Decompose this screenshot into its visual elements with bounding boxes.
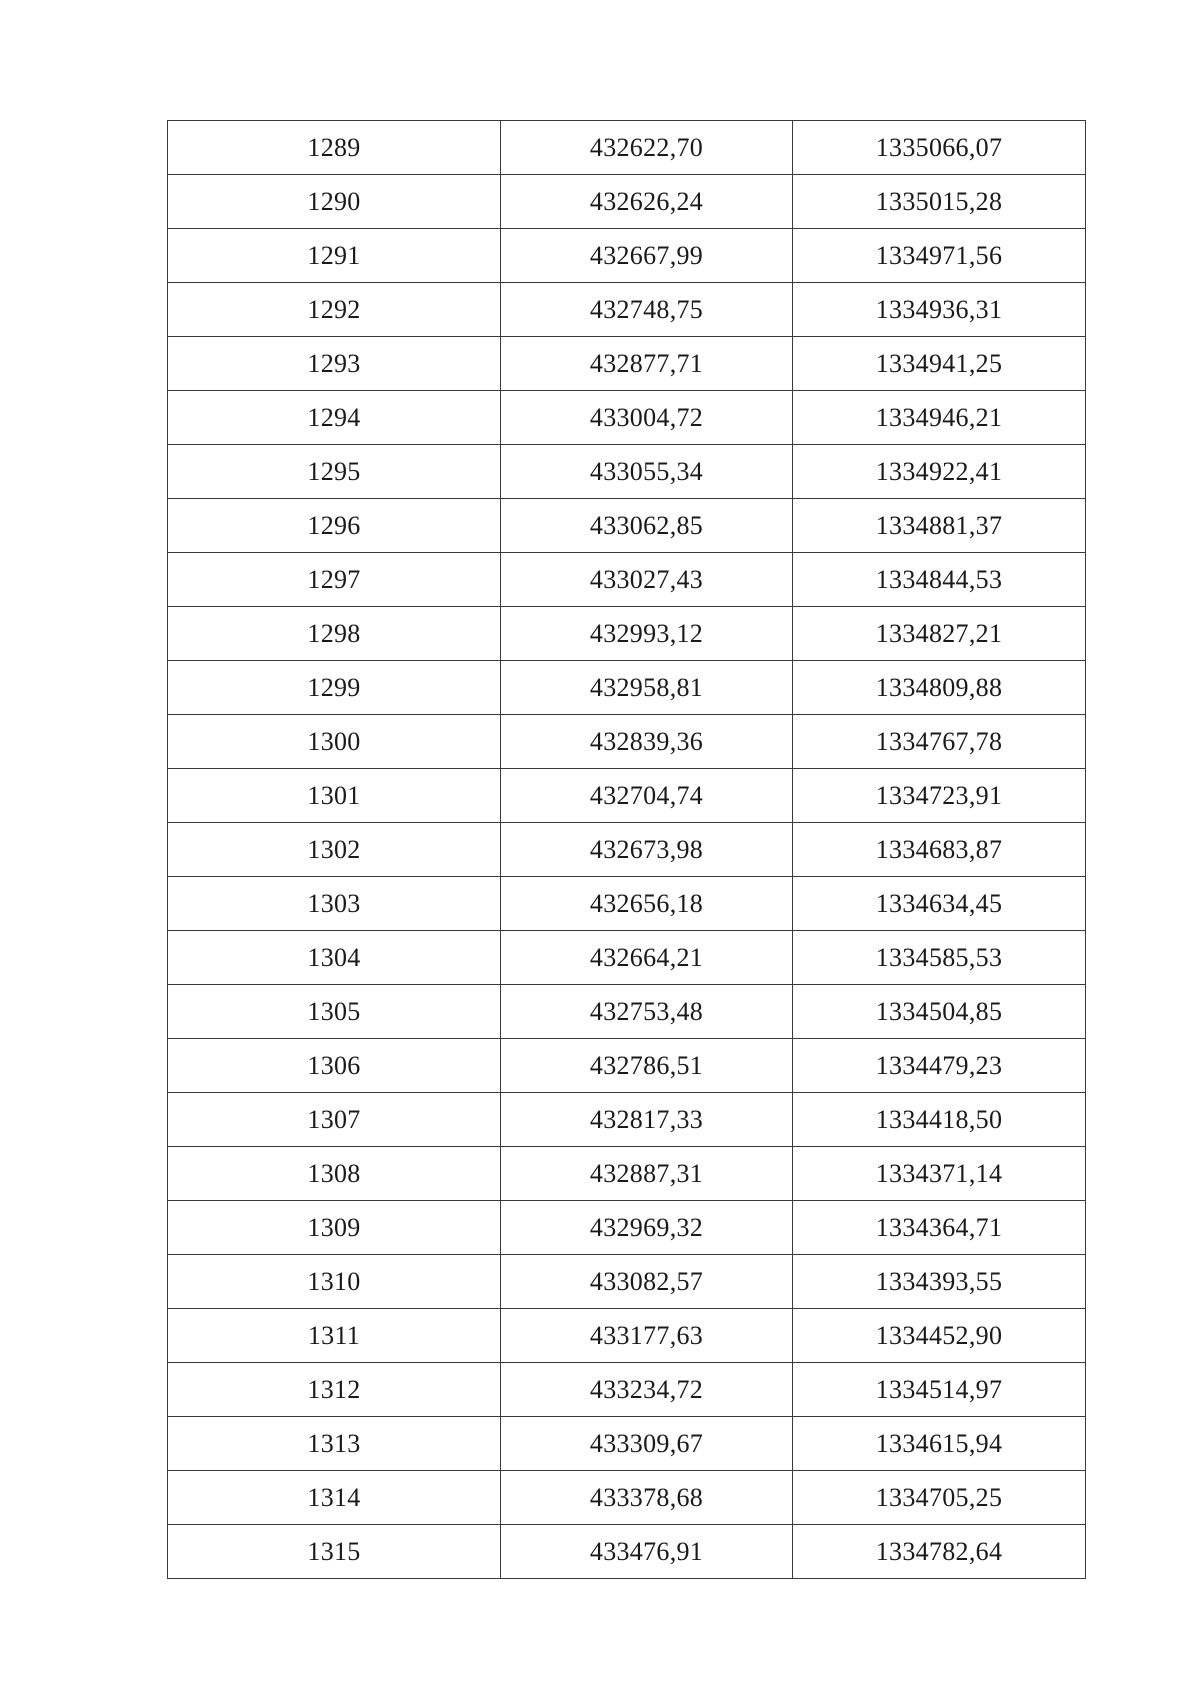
table-row — [168, 661, 1086, 715]
table-row — [168, 1525, 1086, 1579]
y-coordinate-cell: 1334936,31 — [793, 283, 1086, 337]
x-coordinate-cell: 432673,98 — [501, 823, 793, 877]
x-coordinate-cell: 432887,31 — [501, 1147, 793, 1201]
point-number-cell: 1313 — [168, 1417, 501, 1471]
x-coordinate-cell: 432839,36 — [501, 715, 793, 769]
y-coordinate-cell: 1334809,88 — [793, 661, 1086, 715]
table-row — [168, 1147, 1086, 1201]
x-coordinate-cell: 432817,33 — [501, 1093, 793, 1147]
y-coordinate-cell: 1334371,14 — [793, 1147, 1086, 1201]
y-coordinate-cell: 1334922,41 — [793, 445, 1086, 499]
y-coordinate-cell: 1334782,64 — [793, 1525, 1086, 1579]
point-number-cell: 1300 — [168, 715, 501, 769]
y-coordinate-cell: 1334683,87 — [793, 823, 1086, 877]
point-number-cell: 1290 — [168, 175, 501, 229]
table-row — [168, 877, 1086, 931]
y-coordinate-cell: 1334881,37 — [793, 499, 1086, 553]
x-coordinate-cell: 433055,34 — [501, 445, 793, 499]
point-number-cell: 1292 — [168, 283, 501, 337]
table-row — [168, 229, 1086, 283]
x-coordinate-cell: 432993,12 — [501, 607, 793, 661]
x-coordinate-cell: 433234,72 — [501, 1363, 793, 1417]
table-row — [168, 283, 1086, 337]
table-row — [168, 931, 1086, 985]
point-number-cell: 1314 — [168, 1471, 501, 1525]
y-coordinate-cell: 1334585,53 — [793, 931, 1086, 985]
point-number-cell: 1312 — [168, 1363, 501, 1417]
point-number-cell: 1308 — [168, 1147, 501, 1201]
table-row — [168, 1363, 1086, 1417]
point-number-cell: 1307 — [168, 1093, 501, 1147]
point-number-cell: 1289 — [168, 121, 501, 175]
x-coordinate-cell: 432622,70 — [501, 121, 793, 175]
point-number-cell: 1299 — [168, 661, 501, 715]
y-coordinate-cell: 1334723,91 — [793, 769, 1086, 823]
table-row — [168, 1471, 1086, 1525]
y-coordinate-cell: 1334705,25 — [793, 1471, 1086, 1525]
x-coordinate-cell: 432748,75 — [501, 283, 793, 337]
x-coordinate-cell: 433082,57 — [501, 1255, 793, 1309]
x-coordinate-cell: 433476,91 — [501, 1525, 793, 1579]
point-number-cell: 1302 — [168, 823, 501, 877]
y-coordinate-cell: 1334844,53 — [793, 553, 1086, 607]
point-number-cell: 1301 — [168, 769, 501, 823]
y-coordinate-cell: 1334946,21 — [793, 391, 1086, 445]
y-coordinate-cell: 1334364,71 — [793, 1201, 1086, 1255]
table-row — [168, 553, 1086, 607]
y-coordinate-cell: 1334634,45 — [793, 877, 1086, 931]
table-row — [168, 337, 1086, 391]
point-number-cell: 1296 — [168, 499, 501, 553]
table-row — [168, 1039, 1086, 1093]
y-coordinate-cell: 1334767,78 — [793, 715, 1086, 769]
y-coordinate-cell: 1334827,21 — [793, 607, 1086, 661]
x-coordinate-cell: 432664,21 — [501, 931, 793, 985]
point-number-cell: 1311 — [168, 1309, 501, 1363]
x-coordinate-cell: 433004,72 — [501, 391, 793, 445]
y-coordinate-cell: 1334615,94 — [793, 1417, 1086, 1471]
x-coordinate-cell: 432753,48 — [501, 985, 793, 1039]
y-coordinate-cell: 1334418,50 — [793, 1093, 1086, 1147]
x-coordinate-cell: 432667,99 — [501, 229, 793, 283]
table-row — [168, 1417, 1086, 1471]
point-number-cell: 1315 — [168, 1525, 501, 1579]
y-coordinate-cell: 1334479,23 — [793, 1039, 1086, 1093]
y-coordinate-cell: 1334971,56 — [793, 229, 1086, 283]
point-number-cell: 1310 — [168, 1255, 501, 1309]
x-coordinate-cell: 433177,63 — [501, 1309, 793, 1363]
table-row — [168, 1255, 1086, 1309]
y-coordinate-cell: 1334504,85 — [793, 985, 1086, 1039]
y-coordinate-cell: 1334514,97 — [793, 1363, 1086, 1417]
x-coordinate-cell: 432958,81 — [501, 661, 793, 715]
coordinates-table — [167, 120, 1086, 1579]
x-coordinate-cell: 433062,85 — [501, 499, 793, 553]
x-coordinate-cell: 432786,51 — [501, 1039, 793, 1093]
point-number-cell: 1304 — [168, 931, 501, 985]
point-number-cell: 1309 — [168, 1201, 501, 1255]
table-row — [168, 1093, 1086, 1147]
x-coordinate-cell: 432656,18 — [501, 877, 793, 931]
x-coordinate-cell: 432626,24 — [501, 175, 793, 229]
x-coordinate-cell: 433378,68 — [501, 1471, 793, 1525]
x-coordinate-cell: 433309,67 — [501, 1417, 793, 1471]
x-coordinate-cell: 432969,32 — [501, 1201, 793, 1255]
point-number-cell: 1294 — [168, 391, 501, 445]
point-number-cell: 1297 — [168, 553, 501, 607]
table-row — [168, 715, 1086, 769]
x-coordinate-cell: 432704,74 — [501, 769, 793, 823]
point-number-cell: 1298 — [168, 607, 501, 661]
point-number-cell: 1303 — [168, 877, 501, 931]
point-number-cell: 1306 — [168, 1039, 501, 1093]
table-row — [168, 499, 1086, 553]
table-row — [168, 445, 1086, 499]
y-coordinate-cell: 1335066,07 — [793, 121, 1086, 175]
coordinates-table-body — [168, 121, 1086, 1579]
point-number-cell: 1291 — [168, 229, 501, 283]
table-row — [168, 823, 1086, 877]
y-coordinate-cell: 1334941,25 — [793, 337, 1086, 391]
point-number-cell: 1295 — [168, 445, 501, 499]
y-coordinate-cell: 1335015,28 — [793, 175, 1086, 229]
table-row — [168, 985, 1086, 1039]
x-coordinate-cell: 433027,43 — [501, 553, 793, 607]
point-number-cell: 1305 — [168, 985, 501, 1039]
table-row — [168, 175, 1086, 229]
table-row — [168, 391, 1086, 445]
table-row — [168, 1201, 1086, 1255]
table-row — [168, 769, 1086, 823]
table-row — [168, 121, 1086, 175]
x-coordinate-cell: 432877,71 — [501, 337, 793, 391]
y-coordinate-cell: 1334393,55 — [793, 1255, 1086, 1309]
table-row — [168, 607, 1086, 661]
table-row — [168, 1309, 1086, 1363]
point-number-cell: 1293 — [168, 337, 501, 391]
y-coordinate-cell: 1334452,90 — [793, 1309, 1086, 1363]
